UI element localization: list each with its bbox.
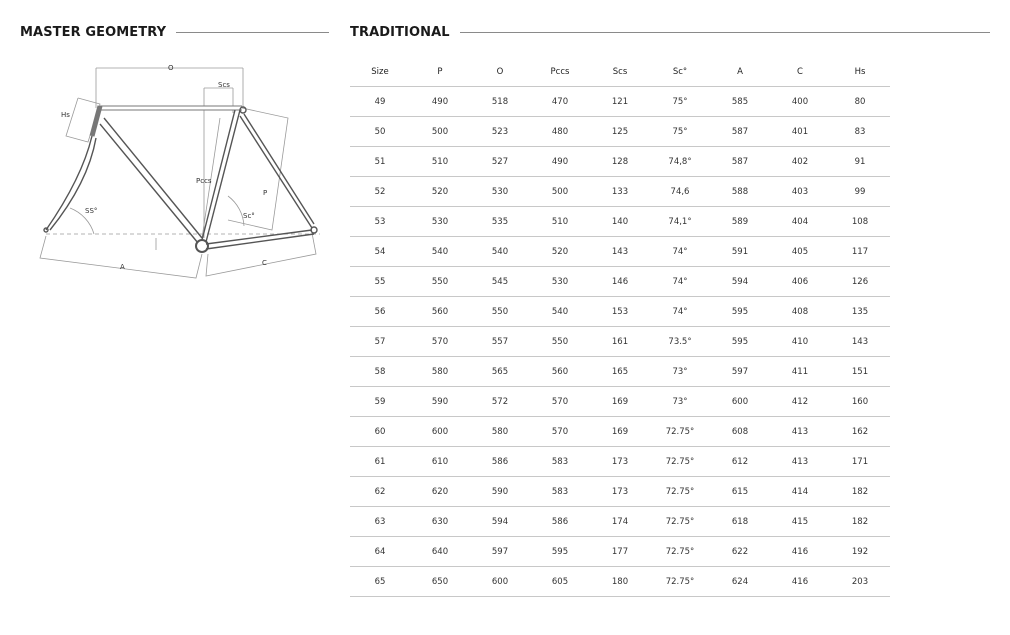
table-cell: 162 [830,417,890,447]
table-cell: 540 [530,297,590,327]
table-cell: 169 [590,417,650,447]
table-cell: 74° [650,297,710,327]
frame-geometry-diagram [30,58,330,288]
table-cell: 510 [530,207,590,237]
table-cell: 403 [770,177,830,207]
table-cell: 74,6 [650,177,710,207]
table-cell: 580 [470,417,530,447]
table-cell: 413 [770,447,830,477]
table-cell: 143 [590,237,650,267]
table-row [350,477,890,507]
label-sc: Sc° [243,212,255,220]
table-cell: 72.75° [650,417,710,447]
table-cell: 62 [350,477,410,507]
table-cell: 58 [350,357,410,387]
table-cell: 182 [830,507,890,537]
table-cell: 572 [470,387,530,417]
table-row [350,327,890,357]
table-cell: 64 [350,537,410,567]
table-cell: 160 [830,387,890,417]
table-row [350,237,890,267]
table-cell: 180 [590,567,650,597]
table-cell: 414 [770,477,830,507]
table-cell: 591 [710,237,770,267]
table-cell: 550 [410,267,470,297]
table-cell: 72.75° [650,477,710,507]
table-cell: 500 [410,117,470,147]
table-cell: 594 [710,267,770,297]
table-row [350,87,890,117]
heading-rule [460,32,990,33]
table-cell: 586 [530,507,590,537]
table-cell: 404 [770,207,830,237]
table-cell: 585 [710,87,770,117]
geometry-table [350,57,890,597]
table-cell: 630 [410,507,470,537]
table-cell: 173 [590,477,650,507]
table-cell: 177 [590,537,650,567]
table-cell: 640 [410,537,470,567]
table-cell: 402 [770,147,830,177]
label-hs: Hs [61,111,70,119]
table-row [350,207,890,237]
table-cell: 600 [410,417,470,447]
table-row [350,297,890,327]
table-cell: 597 [710,357,770,387]
table-cell: 415 [770,507,830,537]
table-cell: 597 [470,537,530,567]
table-cell: 565 [470,357,530,387]
table-cell: 57 [350,327,410,357]
table-cell: 612 [710,447,770,477]
master-geometry-heading [20,22,329,42]
table-cell: 151 [830,357,890,387]
table-cell: 56 [350,297,410,327]
table-cell: 600 [470,567,530,597]
table-cell: 401 [770,117,830,147]
table-cell: 192 [830,537,890,567]
column-header: Hs [830,57,890,87]
table-cell: 410 [770,327,830,357]
table-row [350,267,890,297]
column-header: P [410,57,470,87]
table-cell: 605 [530,567,590,597]
table-cell: 405 [770,237,830,267]
table-row [350,417,890,447]
table-cell: 74° [650,267,710,297]
table-cell: 99 [830,177,890,207]
column-header: A [710,57,770,87]
table-cell: 91 [830,147,890,177]
table-cell: 530 [530,267,590,297]
table-cell: 470 [530,87,590,117]
frame-tubes [44,106,317,252]
table-cell: 589 [710,207,770,237]
table-cell: 53 [350,207,410,237]
table-cell: 73.5° [650,327,710,357]
table-cell: 416 [770,567,830,597]
table-cell: 80 [830,87,890,117]
label-pccs: Pccs [196,177,212,185]
table-cell: 595 [530,537,590,567]
table-cell: 570 [410,327,470,357]
table-cell: 72.75° [650,507,710,537]
table-cell: 117 [830,237,890,267]
table-cell: 540 [410,237,470,267]
label-o: O [168,64,174,72]
table-cell: 75° [650,87,710,117]
table-cell: 74° [650,237,710,267]
table-cell: 520 [530,237,590,267]
table-cell: 135 [830,297,890,327]
label-p: P [263,189,268,197]
table-row [350,147,890,177]
table-cell: 500 [530,177,590,207]
table-cell: 59 [350,387,410,417]
table-cell: 174 [590,507,650,537]
table-cell: 411 [770,357,830,387]
table-cell: 650 [410,567,470,597]
table-cell: 583 [530,447,590,477]
table-cell: 146 [590,267,650,297]
table-cell: 50 [350,117,410,147]
table-cell: 615 [710,477,770,507]
table-cell: 51 [350,147,410,177]
table-cell: 400 [770,87,830,117]
table-row [350,117,890,147]
table-cell: 590 [470,477,530,507]
table-cell: 74,1° [650,207,710,237]
table-cell: 169 [590,387,650,417]
table-cell: 73° [650,387,710,417]
table-cell: 570 [530,387,590,417]
table-cell: 523 [470,117,530,147]
table-cell: 406 [770,267,830,297]
table-cell: 527 [470,147,530,177]
table-cell: 143 [830,327,890,357]
table-cell: 408 [770,297,830,327]
table-cell: 63 [350,507,410,537]
table-row [350,387,890,417]
table-cell: 600 [710,387,770,417]
table-row [350,447,890,477]
table-cell: 587 [710,117,770,147]
table-cell: 530 [410,207,470,237]
table-cell: 557 [470,327,530,357]
column-header: Scs [590,57,650,87]
table-body [350,87,890,597]
table-cell: 72.75° [650,537,710,567]
dimension-lines [40,68,320,278]
table-cell: 560 [410,297,470,327]
table-row [350,357,890,387]
table-cell: 161 [590,327,650,357]
table-cell: 570 [530,417,590,447]
table-cell: 412 [770,387,830,417]
traditional-heading [350,22,990,42]
table-cell: 173 [590,447,650,477]
table-cell: 594 [470,507,530,537]
table-cell: 52 [350,177,410,207]
table-cell: 587 [710,147,770,177]
column-header: O [470,57,530,87]
table-cell: 624 [710,567,770,597]
column-header: Sc° [650,57,710,87]
column-header: Pccs [530,57,590,87]
table-cell: 182 [830,477,890,507]
table-cell: 608 [710,417,770,447]
table-cell: 72.75° [650,447,710,477]
table-cell: 416 [770,537,830,567]
table-cell: 108 [830,207,890,237]
table-cell: 54 [350,237,410,267]
table-cell: 61 [350,447,410,477]
table-cell: 133 [590,177,650,207]
table-cell: 518 [470,87,530,117]
table-cell: 520 [410,177,470,207]
table-cell: 545 [470,267,530,297]
table-cell: 510 [410,147,470,177]
table-row [350,177,890,207]
table-cell: 49 [350,87,410,117]
table-cell: 126 [830,267,890,297]
table-cell: 610 [410,447,470,477]
table-cell: 550 [470,297,530,327]
table-cell: 140 [590,207,650,237]
table-cell: 586 [470,447,530,477]
column-header: Size [350,57,410,87]
table-cell: 580 [410,357,470,387]
table-cell: 490 [410,87,470,117]
table-cell: 622 [710,537,770,567]
table-cell: 490 [530,147,590,177]
table-header-row [350,57,890,87]
table-cell: 550 [530,327,590,357]
label-scs: Scs [218,81,230,89]
table-cell: 128 [590,147,650,177]
table-cell: 535 [470,207,530,237]
label-a: A [120,263,125,271]
table-cell: 413 [770,417,830,447]
table-cell: 125 [590,117,650,147]
table-row [350,507,890,537]
label-ss: SS° [85,207,98,215]
table-cell: 65 [350,567,410,597]
table-cell: 171 [830,447,890,477]
table-cell: 203 [830,567,890,597]
table-cell: 540 [470,237,530,267]
table-cell: 75° [650,117,710,147]
table-row [350,567,890,597]
table-cell: 480 [530,117,590,147]
table-cell: 73° [650,357,710,387]
table-cell: 620 [410,477,470,507]
table-cell: 153 [590,297,650,327]
table-cell: 121 [590,87,650,117]
table-cell: 530 [470,177,530,207]
table-cell: 595 [710,297,770,327]
traditional-title: TRADITIONAL [350,24,450,40]
table-cell: 618 [710,507,770,537]
table-cell: 74,8° [650,147,710,177]
table-cell: 588 [710,177,770,207]
table-cell: 590 [410,387,470,417]
master-geometry-title: MASTER GEOMETRY [20,24,167,40]
label-c: C [262,259,267,267]
heading-rule [176,32,329,33]
table-row [350,537,890,567]
table-cell: 60 [350,417,410,447]
table-cell: 165 [590,357,650,387]
column-header: C [770,57,830,87]
table-cell: 583 [530,477,590,507]
table-cell: 83 [830,117,890,147]
table-cell: 55 [350,267,410,297]
table-cell: 595 [710,327,770,357]
table-cell: 560 [530,357,590,387]
table-cell: 72.75° [650,567,710,597]
